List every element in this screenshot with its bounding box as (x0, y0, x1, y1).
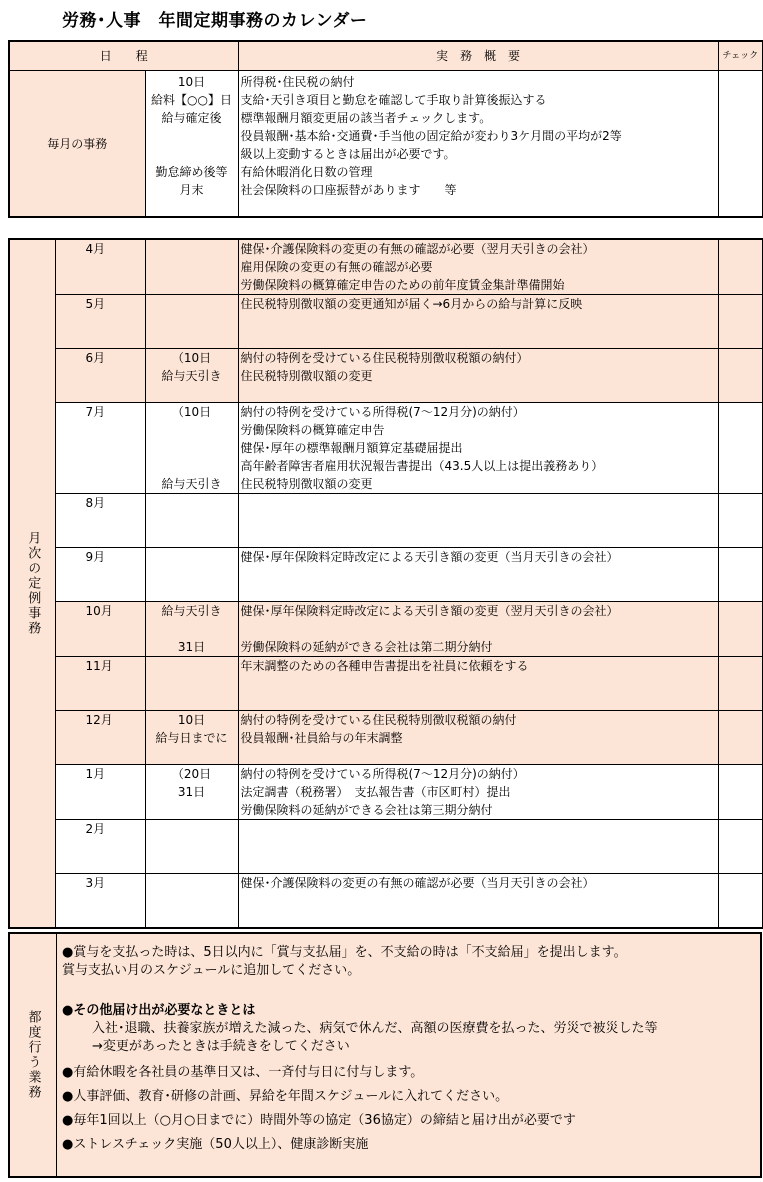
month-schedule (145, 295, 238, 349)
month-check-cell[interactable] (718, 403, 763, 494)
month-summary-line: 納付の特例を受けている住民税特別徴収税額の納付） (240, 351, 529, 365)
month-check-cell[interactable] (718, 874, 763, 929)
adhoc-item-5: ●ストレスチェック実施（50人以上）、健康診断実施 (62, 1137, 369, 1152)
month-summary (238, 403, 718, 494)
month-summary-line: 役員報酬･社員給与の年末調整 (240, 731, 403, 745)
month-check-cell[interactable] (718, 657, 763, 711)
month-label: 10月 (55, 602, 145, 657)
monthly-text-2a: 標準報酬月額変更届の該当者チェックします。 (240, 111, 492, 125)
adhoc-item-3: ●人事評価、教育･研修の計画、昇給を年間スケジュールに入れてください。 (62, 1089, 509, 1104)
month-summary (238, 349, 718, 403)
month-schedule-line (146, 439, 238, 457)
adhoc-item-2: ●有給休暇を各社員の基準日又は、一斉付与日に付与します。 (62, 1065, 424, 1080)
monthly-text-2b: 役員報酬･基本給･交通費･手当他の固定給が変わり3ケ月間の平均が2等 (240, 129, 622, 143)
month-schedule (145, 494, 238, 548)
month-summary-line: 健保･介護保険料の変更の有無の確認が必要（当月天引きの会社） (240, 876, 595, 890)
adhoc-line: 入社･退職、扶養家族が増えた減った、病気で休んだ、高額の医療費を払った、労災で被災した等 (92, 1021, 658, 1036)
month-schedule-line (146, 874, 238, 892)
month-schedule-line: （10日 (171, 351, 212, 365)
month-check-cell[interactable] (718, 548, 763, 602)
month-schedule (145, 657, 238, 711)
month-summary-line: 健保･厚年の標準報酬月額算定基礎届提出 (240, 441, 463, 455)
month-schedule (145, 711, 238, 765)
adhoc-label: 都度行う業務 (25, 1010, 41, 1100)
adhoc-section (8, 932, 762, 1178)
month-check-cell[interactable] (718, 494, 763, 548)
month-summary (238, 239, 718, 295)
month-summary (238, 711, 718, 765)
month-check-cell[interactable] (718, 602, 763, 657)
page-title: 労務･人事 年間定期事務のカレンダー (62, 11, 368, 31)
month-row (9, 403, 763, 494)
month-schedule-line: 給与日までに (155, 731, 228, 745)
month-label: 1月 (55, 765, 145, 820)
month-summary-line: 法定調書（税務署） 支払報告書（市区町村）提出 (240, 785, 511, 799)
adhoc-line: →変更があったときは手続きをしてください (92, 1039, 350, 1054)
month-schedule (145, 874, 238, 929)
month-schedule-line: 31日 (177, 640, 206, 654)
periodic-label: 月次の定例事務 (9, 239, 55, 928)
month-summary-line: 住民税特別徴収額の変更 (240, 477, 373, 491)
month-summary (238, 820, 718, 874)
adhoc-item-4: ●毎年1回以上（○月○日までに）時間外等の協定（36協定）の締結と届け出が必要です (62, 1113, 576, 1128)
month-check-cell[interactable] (718, 711, 763, 765)
monthly-text-0: 所得税･住民税の納付 (240, 75, 355, 89)
month-label: 7月 (55, 403, 145, 494)
month-label: 11月 (55, 657, 145, 711)
month-check-cell[interactable] (718, 765, 763, 820)
month-schedule (145, 239, 238, 295)
month-label: 12月 (55, 711, 145, 765)
month-label: 5月 (55, 295, 145, 349)
month-row (9, 711, 763, 765)
month-label: 2月 (55, 820, 145, 874)
monthly-body-row (9, 71, 763, 218)
month-row (9, 874, 763, 929)
month-check-cell[interactable] (718, 295, 763, 349)
month-summary-line: 納付の特例を受けている所得税(7～12月分)の納付） (240, 405, 525, 419)
monthly-sched-1: 給料【○○】日 (151, 93, 232, 107)
monthly-schedule-cell (145, 71, 238, 218)
month-check-cell[interactable] (718, 239, 763, 295)
month-label: 6月 (55, 349, 145, 403)
month-summary-line: 住民税特別徴収額の変更通知が届く→6月からの給与計算に反映 (240, 297, 583, 311)
month-schedule-line (146, 421, 238, 439)
month-row (9, 494, 763, 548)
month-row (9, 295, 763, 349)
adhoc-body (62, 944, 658, 1154)
month-summary-line: 雇用保険の変更の有無の確認が必要 (240, 260, 433, 274)
month-summary-line: 高年齢者障害者雇用状況報告書提出（43.5人以上は提出義務あり） (240, 459, 604, 473)
month-schedule-line: 給与天引き (161, 477, 222, 491)
adhoc-line: 賞与支払い月のスケジュールに追加してください。 (62, 963, 361, 978)
month-schedule-line: （20日 (171, 767, 212, 781)
monthly-table (8, 40, 763, 218)
monthly-text-2c: 級以上変動するときは届出が必要です。 (240, 147, 456, 161)
month-schedule (145, 403, 238, 494)
month-summary-line: 健保･厚年保険料定時改定による天引き額の変更（当月天引きの会社） (240, 550, 619, 564)
month-summary (238, 548, 718, 602)
monthly-text-4: 社会保険料の口座振替があります 等 (240, 183, 457, 197)
monthly-sched-2: 給与確定後 (161, 111, 222, 125)
monthly-text-3: 有給休暇消化日数の管理 (240, 165, 373, 179)
header-schedule: 日 程 (9, 41, 238, 71)
month-summary-line: 労働保険料の概算確定申告 (240, 423, 385, 437)
month-schedule-line (146, 548, 238, 566)
monthly-check-cell[interactable] (718, 71, 763, 218)
month-schedule (145, 765, 238, 820)
month-label: 9月 (55, 548, 145, 602)
month-row (9, 820, 763, 874)
adhoc-line: ●賞与を支払った時は、5日以内に「賞与支払届」を、不支給の時は「不支給届」を提出します。 (62, 945, 627, 960)
month-summary-line: 納付の特例を受けている所得税(7～12月分)の納付） (240, 767, 525, 781)
month-schedule-line: 給与天引き (161, 369, 222, 383)
month-summary-line: 納付の特例を受けている住民税特別徴収税額の納付 (240, 713, 517, 727)
month-check-cell[interactable] (718, 349, 763, 403)
month-summary-line (241, 620, 716, 638)
month-schedule-line: （10日 (171, 405, 212, 419)
month-row (9, 349, 763, 403)
header-row (9, 41, 763, 71)
month-summary-line: 健保･介護保険料の変更の有無の確認が必要（翌月天引きの会社） (240, 242, 595, 256)
month-row (9, 602, 763, 657)
month-check-cell[interactable] (718, 820, 763, 874)
month-row (9, 657, 763, 711)
header-check: チェック (718, 41, 763, 71)
month-schedule-line (146, 620, 238, 638)
monthly-sched-4: 月末 (179, 183, 204, 197)
month-schedule-line (146, 494, 238, 512)
month-schedule-line: 10日 (177, 713, 206, 727)
month-schedule-line: 給与天引き (161, 604, 222, 618)
month-summary-line: 労働保険料の概算確定申告のための前年度賃金集計準備開始 (240, 278, 565, 292)
month-summary-line: 労働保険料の延納ができる会社は第二期分納付 (240, 640, 493, 654)
adhoc-item-1 (62, 1002, 658, 1056)
month-schedule (145, 349, 238, 403)
month-summary-line: 住民税特別徴収額の変更 (240, 369, 373, 383)
month-summary (238, 602, 718, 657)
month-summary (238, 874, 718, 929)
month-summary (238, 765, 718, 820)
month-label: 8月 (55, 494, 145, 548)
month-label: 3月 (55, 874, 145, 929)
month-schedule-line (146, 657, 238, 675)
month-summary-line: 健保･厚年保険料定時改定による天引き額の変更（翌月天引きの会社） (240, 604, 619, 618)
month-row (9, 239, 763, 295)
monthly-sched-3: 勤怠締め後等 (155, 165, 228, 179)
month-schedule (145, 548, 238, 602)
month-summary (238, 657, 718, 711)
month-schedule-line (146, 457, 238, 475)
periodic-table (8, 238, 763, 929)
month-row (9, 765, 763, 820)
monthly-sched-0: 10日 (177, 75, 206, 89)
month-summary-line: 年末調整のための各種申告書提出を社員に依頼をする (240, 659, 529, 673)
month-summary-line: 労働保険料の延納ができる会社は第三期分納付 (240, 803, 493, 817)
monthly-label: 毎月の事務 (9, 71, 145, 218)
month-summary-line (241, 820, 716, 838)
monthly-text-cell (238, 71, 718, 218)
month-schedule-line (146, 240, 238, 258)
adhoc-label-cell (10, 934, 57, 1176)
month-schedule-line (146, 820, 238, 838)
month-row (9, 548, 763, 602)
month-label: 4月 (55, 239, 145, 295)
month-summary (238, 494, 718, 548)
month-summary-line (241, 494, 716, 512)
month-schedule (145, 820, 238, 874)
adhoc-item-0 (62, 944, 658, 980)
month-schedule-line: 31日 (177, 785, 206, 799)
header-summary: 実 務 概 要 (238, 41, 718, 71)
adhoc-line: ●その他届け出が必要なときとは (62, 1003, 256, 1018)
monthly-text-1: 支給･天引き項目と勤怠を確認して手取り計算後振込する (240, 93, 547, 107)
month-summary (238, 295, 718, 349)
month-schedule (145, 602, 238, 657)
month-schedule-line (146, 295, 238, 313)
